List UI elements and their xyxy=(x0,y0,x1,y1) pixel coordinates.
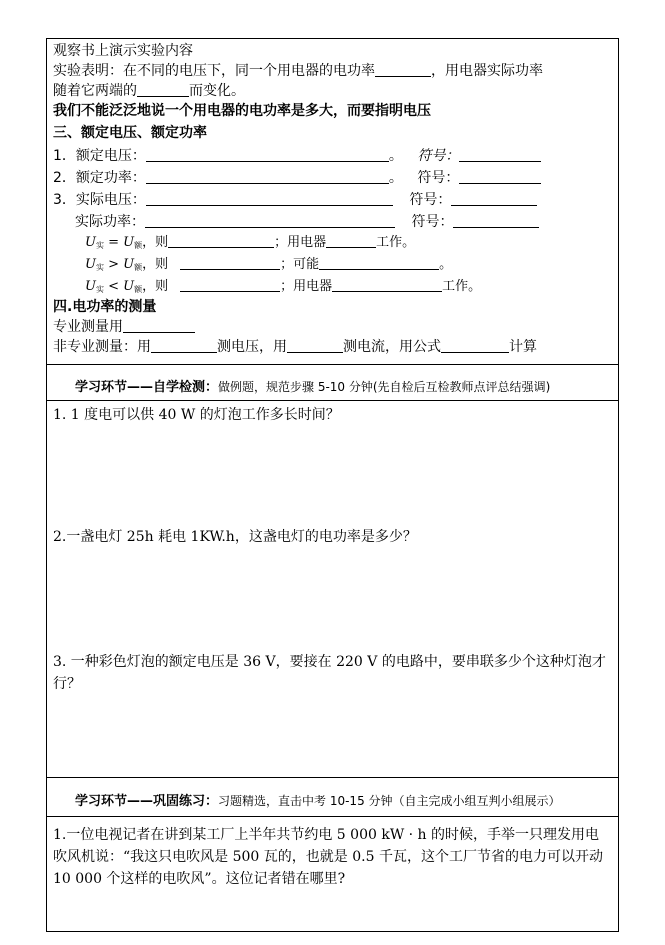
then-text: ，则 xyxy=(142,235,169,250)
condition-equal xyxy=(85,233,415,256)
practice-desc: 习题精选，直击中考 10-15 分钟（自主完成小组互判小组展示） xyxy=(218,794,561,808)
blank xyxy=(451,191,537,206)
professional-measure-text: 专业测量用 xyxy=(53,319,123,335)
self-study-question-3: 3. 一种彩色灯泡的额定电压是 36 V，要接在 220 V 的电路中，要串联多少个这种灯泡才行？ xyxy=(53,654,606,692)
self-study-header xyxy=(75,378,550,397)
blank xyxy=(459,147,541,162)
self-study-question-2: 2.一盏电灯 25h 耗电 1KW.h，这盏电灯的电功率是多少？ xyxy=(53,529,417,545)
actual-voltage-label: 3．实际电压： xyxy=(53,192,146,208)
blank xyxy=(180,255,280,270)
blank xyxy=(123,318,195,333)
amateur-text-3: 测电流，用公式 xyxy=(343,339,441,355)
rated-voltage-label: 1．额定电压： xyxy=(53,148,146,164)
dot: 。 xyxy=(388,148,403,164)
work-text: 工作。 xyxy=(376,235,416,250)
subscript-actual: 实 xyxy=(95,263,104,272)
blank xyxy=(151,338,217,353)
divider xyxy=(47,777,618,778)
condition-greater xyxy=(85,255,452,278)
var-u: U xyxy=(123,257,135,272)
blank xyxy=(326,233,376,248)
work-text: 工作。 xyxy=(442,279,482,294)
divider xyxy=(47,816,618,817)
var-u: U xyxy=(123,279,135,294)
rated-power-row xyxy=(53,168,541,188)
worksheet-frame xyxy=(46,38,619,932)
actual-voltage-row xyxy=(53,190,537,210)
blank xyxy=(168,233,274,248)
operator: = xyxy=(103,235,124,250)
subscript-actual: 实 xyxy=(95,241,104,250)
self-study-title: 学习环节——自学检测： xyxy=(75,380,219,395)
var-u: U xyxy=(85,257,96,272)
practice-question-1: 1.一位电视记者在讲到某工厂上半年共节约电 5 000 kW · h 的时候，手举一只理发用电吹风机说：“我这只电吹风是 500 瓦的，也就是 0.5 千瓦，这个工厂节省的电力可以开动 10 000 个这样的电吹风”。这位记者错在哪里? xyxy=(53,827,603,887)
intro-line-2-tail: ，用电器实际功率 xyxy=(431,63,543,79)
subscript-rated: 额 xyxy=(134,241,143,250)
then-text: ，则 xyxy=(142,257,169,272)
self-study-desc: 做例题，规范步骤 5-10 分钟(先自检后互检教师点评总结强调) xyxy=(218,380,551,394)
blank xyxy=(180,277,280,292)
blank xyxy=(146,191,393,206)
blank xyxy=(146,169,389,184)
blank xyxy=(287,338,343,353)
intro-line-3 xyxy=(53,81,245,101)
device-text: ；用电器 xyxy=(280,279,333,294)
device-text: ；用电器 xyxy=(274,235,327,250)
dot: 。 xyxy=(388,170,403,186)
intro-line-2-text: 实验表明：在不同的电压下，同一个用电器的电功率 xyxy=(53,63,375,79)
possible-text: ；可能 xyxy=(280,257,320,272)
subscript-actual: 实 xyxy=(95,285,104,294)
rated-voltage-row xyxy=(53,146,541,166)
var-u: U xyxy=(85,279,96,294)
amateur-measure-row xyxy=(53,337,537,357)
blank xyxy=(319,255,439,270)
blank xyxy=(459,169,541,184)
intro-line-4: 我们不能泛泛地说一个用电器的电功率是多大，而要指明电压 xyxy=(53,103,431,119)
symbol-label: 符号： xyxy=(417,148,460,164)
practice-header xyxy=(75,792,561,811)
blank xyxy=(146,147,389,162)
blank xyxy=(145,213,395,228)
intro-line-3-text: 随着它两端的 xyxy=(53,83,137,99)
amateur-text-2: 测电压，用 xyxy=(217,339,287,355)
rated-power-label: 2．额定功率： xyxy=(53,170,146,186)
professional-measure-row xyxy=(53,317,195,337)
symbol-label: 符号： xyxy=(417,170,460,186)
intro-line-2 xyxy=(53,61,543,81)
then-text: ，则 xyxy=(142,279,169,294)
subscript-rated: 额 xyxy=(134,285,143,294)
amateur-text-1: 非专业测量：用 xyxy=(53,339,151,355)
blank xyxy=(137,82,189,97)
var-u: U xyxy=(123,235,135,250)
actual-power-label: 实际功率： xyxy=(75,214,145,230)
var-u: U xyxy=(85,235,96,250)
divider xyxy=(47,400,618,401)
symbol-label: 符号： xyxy=(411,214,454,230)
operator: < xyxy=(103,279,124,294)
section-4-title: 四.电功率的测量 xyxy=(53,299,157,315)
intro-line-1: 观察书上演示实验内容 xyxy=(53,43,193,59)
blank xyxy=(441,338,509,353)
practice-title: 学习环节——巩固练习： xyxy=(75,794,219,809)
divider xyxy=(47,364,618,365)
dot: 。 xyxy=(439,257,453,272)
operator: > xyxy=(103,257,124,272)
blank xyxy=(375,62,431,77)
blank xyxy=(332,277,442,292)
section-3-title: 三、额定电压、额定功率 xyxy=(53,125,207,141)
blank xyxy=(453,213,539,228)
actual-power-row xyxy=(75,212,539,232)
symbol-label: 符号： xyxy=(409,192,452,208)
amateur-text-4: 计算 xyxy=(509,339,537,355)
subscript-rated: 额 xyxy=(134,263,143,272)
intro-line-3-tail: 而变化。 xyxy=(189,83,245,99)
self-study-question-1: 1. 1 度电可以供 40 W 的灯泡工作多长时间？ xyxy=(53,407,340,423)
